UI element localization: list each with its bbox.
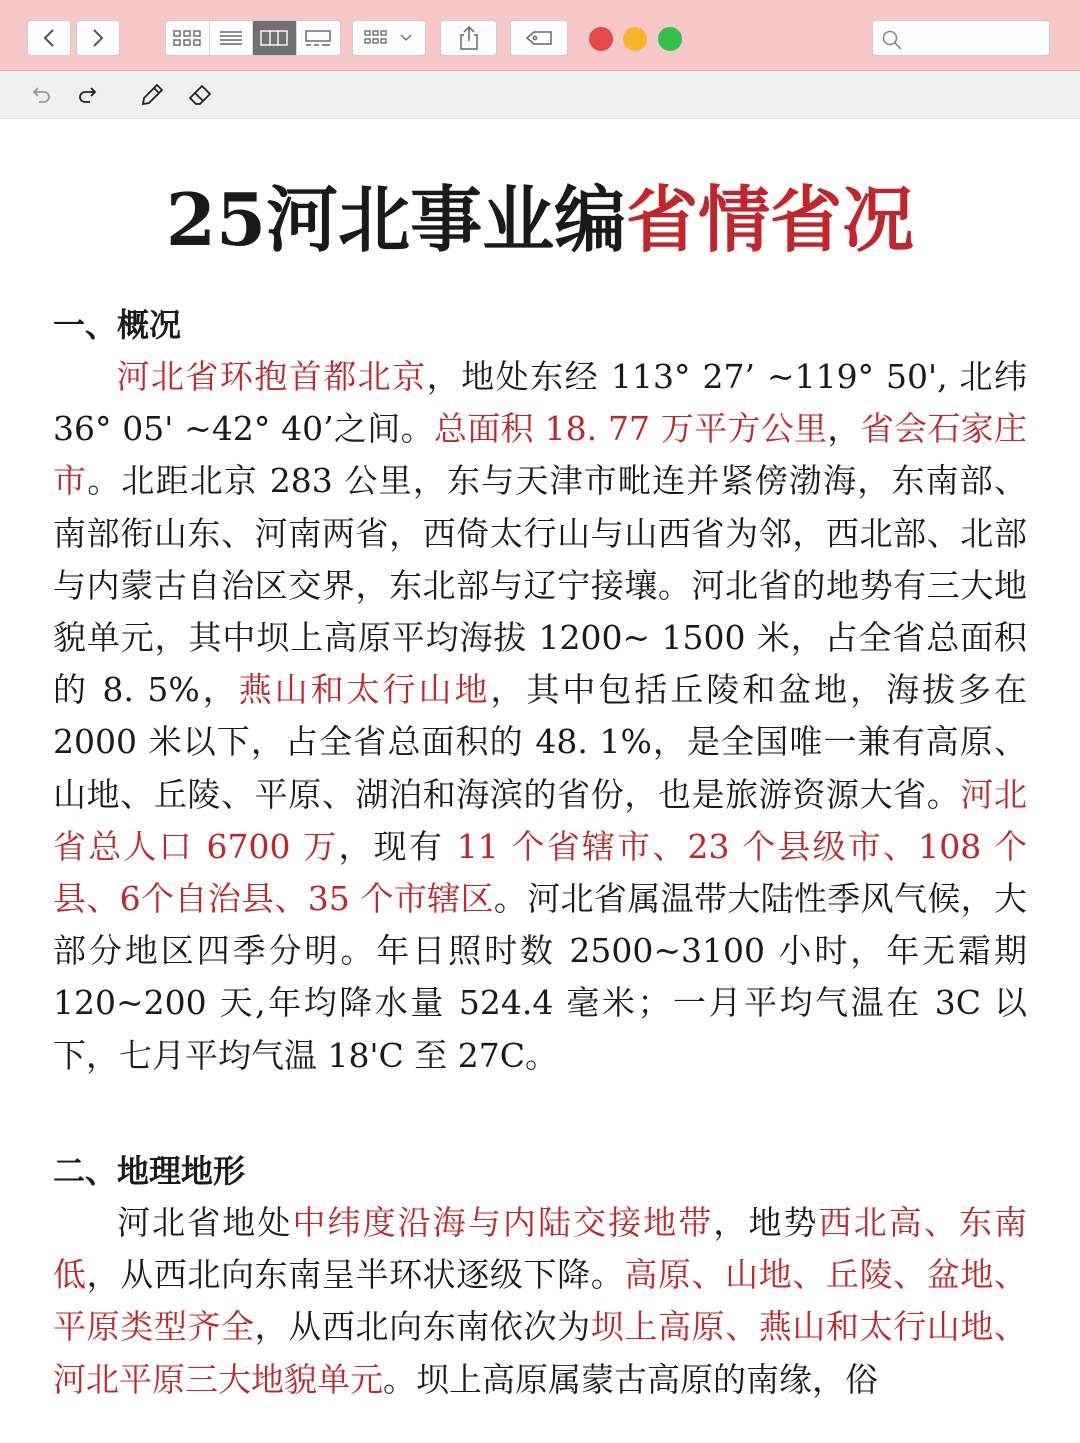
edit-toolbar bbox=[0, 71, 1080, 119]
text-span: 河北省环抱首都北京 bbox=[115, 357, 427, 396]
paragraph-geography bbox=[53, 1197, 1027, 1406]
gallery-view-icon bbox=[303, 28, 333, 48]
close-window-button[interactable] bbox=[589, 27, 613, 51]
eraser-button[interactable] bbox=[186, 81, 214, 109]
undo-icon bbox=[30, 83, 54, 107]
text-span: ，其中包括丘陵和盆地，海拔多在 2000 米以下，占全省总面积的 48. 1%，是全国唯一兼有高原、 山地、丘陵、平原、湖泊和海滨的省份，也是旅游资源大省。 bbox=[53, 670, 1028, 814]
search-input[interactable] bbox=[872, 20, 1050, 56]
document-page bbox=[0, 119, 1080, 1443]
back-button[interactable] bbox=[27, 20, 71, 56]
zoom-window-button[interactable] bbox=[658, 27, 682, 51]
text-span: 。坝上高原属蒙古高原的南缘，俗 bbox=[383, 1359, 878, 1399]
share-button[interactable] bbox=[440, 20, 497, 56]
eraser-icon bbox=[187, 82, 213, 108]
paragraph-overview bbox=[53, 351, 1027, 1082]
group-button[interactable] bbox=[352, 20, 426, 56]
column-view-button[interactable] bbox=[253, 21, 297, 55]
redo-icon bbox=[75, 83, 99, 107]
column-view-icon bbox=[259, 28, 289, 48]
tag-icon bbox=[524, 28, 554, 48]
group-icon bbox=[361, 28, 417, 48]
section-heading-geography: 二、地理地形 bbox=[53, 1152, 246, 1190]
redo-button[interactable] bbox=[73, 81, 101, 109]
view-switcher bbox=[165, 20, 341, 56]
search-icon bbox=[881, 29, 903, 51]
text-span: ，地势 bbox=[713, 1203, 819, 1242]
gallery-view-button[interactable] bbox=[297, 21, 340, 55]
text-span: ，现有 bbox=[338, 826, 457, 866]
text-span: 总面积 18. 77 万平方公里 bbox=[433, 409, 828, 449]
text-span: 省会石家庄市 bbox=[53, 409, 1028, 501]
title-black: 25河北事业编 bbox=[165, 177, 627, 262]
grid-view-button[interactable] bbox=[166, 21, 210, 55]
list-view-icon bbox=[218, 28, 244, 48]
forward-button[interactable] bbox=[76, 20, 120, 56]
back-icon bbox=[42, 28, 56, 48]
toolbar bbox=[0, 0, 1080, 71]
title-red: 省情省况 bbox=[626, 177, 915, 262]
text-span: ，地处东经 113° 27’ ~119° 50', 北纬 36° 05' ~42° 40’之间。 bbox=[53, 357, 1028, 449]
forward-icon bbox=[91, 28, 105, 48]
text-span: ，从西北向东南呈半环状逐级下降。 bbox=[86, 1255, 625, 1295]
undo-button[interactable] bbox=[28, 81, 56, 109]
text-span: 河北省总人口 6700 万 bbox=[53, 774, 1028, 866]
grid-view-icon bbox=[172, 28, 202, 48]
list-view-button[interactable] bbox=[210, 21, 254, 55]
text-span: 。河北省属温带大陆性季风气候，大部分地区四季分明。年日照时数 2500~3100 小时，年无霜期 120~200 天,年均降水量 524.4 毫米；一月平均气温在 3C 以下，七月平均气温 18'C 至 27C。 bbox=[53, 879, 1028, 1075]
share-icon bbox=[457, 25, 481, 51]
text-span: 河北省地处 bbox=[115, 1203, 293, 1242]
text-span: 燕山和太行山地 bbox=[238, 670, 491, 710]
pencil-button[interactable] bbox=[138, 81, 166, 109]
text-span: ，从西北向东南依次为 bbox=[254, 1307, 591, 1347]
text-span: 。北距北京 283 公里，东与天津市毗连并紧傍渤海，东南部、南部衔山东、河南两省，西倚太行山与山西省为邻，西北部、北部与内蒙古自治区交界，东北部与辽宁接壤。河北省的地势有三大地貌单元，其中坝上高原平均海拔 1200~ 1500 米，占全省总面积的 8. 5%， bbox=[53, 461, 1027, 710]
section-heading-overview: 一、概况 bbox=[53, 306, 182, 344]
text-span: 11 个省辖市、23 个县级市、108 个县、6个自治县、35 个市辖区 bbox=[53, 826, 1027, 919]
minimize-window-button[interactable] bbox=[623, 27, 647, 51]
tag-button[interactable] bbox=[510, 20, 568, 56]
text-span: 中纬度沿海与内陆交接地带 bbox=[292, 1203, 714, 1242]
text-span: 高原、山地、丘陵、盆地、平原类型齐全 bbox=[53, 1255, 1028, 1347]
text-span: ， bbox=[827, 409, 861, 449]
text-span: 坝上高原、燕山和太行山地、河北平原三大地貌单元 bbox=[53, 1307, 1028, 1399]
pencil-icon bbox=[139, 82, 165, 108]
text-span: 西北高、东南低 bbox=[53, 1203, 1028, 1295]
page-title bbox=[0, 175, 1080, 265]
